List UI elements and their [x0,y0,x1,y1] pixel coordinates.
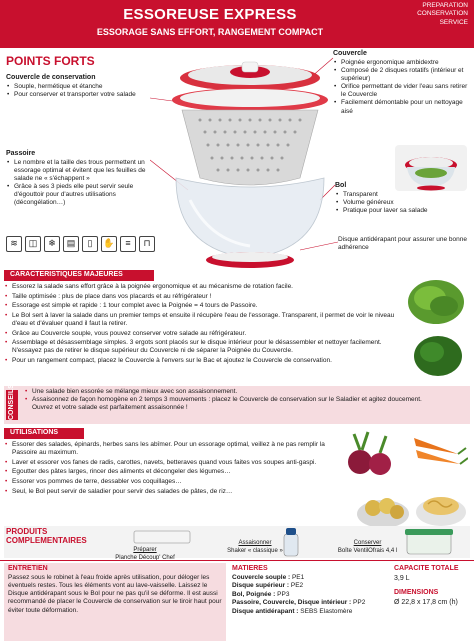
list-item: • Grâce au Couvercle souple, vous pouvez conserver votre salade au réfrigérateur. [4,330,400,338]
page-title: ESSOREUSE EXPRESS [123,6,297,23]
freezer-icon: ❄ [44,236,60,252]
divider [0,560,474,561]
spinner-thumbnail [395,145,467,191]
section-band: UTILISATIONS [4,428,84,439]
category-tag: CONSERVATION [417,10,468,18]
lid-icon: ⊓ [139,236,155,252]
couvercle-conservation-block [6,74,156,99]
list-item: • Egoutter des pâtes larges, rincer des aliments et décongeler des légumes… [4,468,334,476]
produits-title: PRODUITS COMPLEMENTAIRES [6,527,87,545]
caracteristiques-section [4,270,470,367]
entretien-title: ENTRETIEN [8,565,48,572]
cutting-board-image [132,528,192,546]
conseils-label: CONSEILS [6,390,18,420]
list-item: • Assaisonnez de façon homogène en 2 temps 3 mouvements : placez le Couvercle de conservation sur le Saladier et agitez doucement. Ouvrez et votre salade est parfaitement assaisonnée ! [24,396,424,412]
points-forts-title: POINTS FORTS [6,54,95,68]
product-caption [210,540,300,555]
list-item: • Essorer des salades, épinards, herbes sans les abîmer. Pour un essorage optimal, veillez à ne pas remplir la Passoire au maximum. [4,441,334,457]
passoire-block [6,150,146,208]
utilisations-list [4,441,334,496]
matiere-row [232,599,392,607]
matiere-value: SEBS Elastomère [300,607,353,615]
category-tags [396,2,468,27]
list-item: • Le Bol sert à laver la salade dans un premier temps et ensuite il récupère l'eau de l'essorage. Transparent, il permet de voir le niveau d'eau et d'évaluer quand il faut la retirer. [4,312,400,328]
block-title: Bol [335,182,347,189]
list-item: • Le nombre et la taille des trous permettent un essorage optimal et évitent que les feuilles de salade ne « s'échappent » [6,159,146,183]
stack-icon: ≡ [120,236,136,252]
pasta-bowl-image [414,482,468,528]
matieres-list [232,574,392,616]
product-link[interactable]: Assaisonner [238,540,272,546]
block-title: Passoire [6,150,36,157]
fridge-icon: ▯ [82,236,98,252]
potatoes-bowl-image [355,484,411,530]
list-item: • Transparent [335,191,465,199]
category-tag: PREPARATION [422,2,468,9]
list-item: • Poignée ergonomique ambidextre [333,59,469,67]
matiere-value: PE2 [290,582,304,590]
list-item: • Grâce à ses 3 pieds elle peut servir seule d'égouttoir pour d'autres utilisations (décongélation…) [6,183,146,207]
matiere-value: PE1 [291,574,305,581]
matiere-row [232,608,392,616]
block-title: Couvercle de conservation [6,74,96,81]
list-item: • Essorez la salade sans effort grâce à la poignée ergonomique et au mécanisme de rotation facile. [4,283,400,291]
feature-list [6,159,146,208]
list-item: • Facilement démontable pour un nettoyage aisé [333,99,469,115]
salad-spinner-illustration [150,50,360,290]
matiere-label: Bol, Poignée : [232,590,276,598]
beets-image [340,430,404,480]
matiere-row [232,574,392,582]
product-caption [320,540,415,555]
product-link[interactable]: Conserver [353,540,382,546]
caracteristiques-list [4,283,400,365]
matiere-label: Passoire, Couvercle, Disque intérieur : [232,599,352,607]
list-item: • Seul, le Bol peut servir de saladier pour servir des salades de pâtes, de riz… [4,488,334,496]
list-item: • Essorer vos pommes de terre, dessabler vos coquillages… [4,478,334,486]
matiere-label: Disque supérieur : [232,582,290,590]
list-item: • Composé de 2 disques rotatifs (intérieur et supérieur) [333,67,469,83]
matiere-value: PP3 [277,590,290,598]
conseils-list [24,388,424,412]
list-item: • Souple, hermétique et étanche [6,83,156,91]
feature-list [6,83,156,99]
product-name: Planche Découp' Chef [115,554,175,561]
capacite-value: 3,9 L [394,575,410,582]
matiere-value: PP2 [353,599,366,607]
matiere-row [232,591,392,599]
list-item: • Taille optimisée : plus de place dans vos placards et au réfrigérateur ! [4,293,400,301]
block-title: Couvercle [333,50,367,57]
page-subtitle: ESSORAGE SANS EFFORT, RANGEMENT COMPACT [96,27,324,37]
list-item: • Laver et essorer vos fanes de radis, carottes, navets, betteraves quand vous faites vos soupes anti-gaspi. [4,459,334,467]
section-band: CARACTERISTIQUES MAJEURES [4,270,154,281]
list-item: • Pratique pour laver sa salade [335,207,465,215]
product-name: Shaker « classique » [227,547,283,554]
matiere-label: Couvercle souple : [232,574,291,581]
care-icons-row [6,236,166,256]
hand-wash-icon: ✋ [101,236,117,252]
microwave-icon: ◫ [25,236,41,252]
list-item: • Volume généreux [335,199,465,207]
dimensions-value: Ø 22,8 x 17,8 cm (h) [394,599,458,606]
oven-icon: ▤ [63,236,79,252]
list-item: • Orifice permettant de vider l'eau sans retirer le Couvercle [333,83,469,99]
matiere-row [232,582,392,590]
dimensions-title: DIMENSIONS [394,589,439,596]
category-tag: SERVICE [439,18,468,26]
list-item: • Essorage est simple et rapide : 1 tour complet avec la Poignée = 4 tours de Passoire. [4,302,400,310]
lettuce-image [404,272,468,328]
carrots-image [408,428,468,472]
product-link[interactable]: Préparer [133,547,157,553]
disque-note: Disque antidérapant pour assurer une bonne adhérence [338,236,468,252]
list-item: • Pour conserver et transporter votre salade [6,91,156,99]
capacite-title: CAPACITE TOTALE [394,565,459,572]
matiere-label: Disque antidérapant : [232,607,299,615]
list-item: • Pour un rangement compact, placez le Couvercle à l'envers sur le Bac et ajoutez le Couvercle de conservation. [4,357,400,365]
spinach-image [410,332,466,380]
entretien-text: Passez sous le robinet à l'eau froide après utilisation, pour déloger les éventuels restes. Tous les éléments vont au lave-vaisselle. Laissez le Disque antidérapant sous le Bol pour ne pas qu'il se déforme. Il est aussi recommandé de placer le Couvercle de conservation sur le tiroir haut pour éviter toute déformation. [8,574,222,614]
matieres-title: MATIERES [232,565,268,572]
product-name: Boîte VentilOfrais 4,4 l [337,547,398,554]
dishwasher-icon: ≋ [6,236,22,252]
list-item: • Assemblage et désassemblage simples. 3 ergots sont placés sur le disque intérieur pour le désassembler et nettoyer facilement. N'essayez pas de retirer le disque supérieur du Couvercle ni de séparer la Poignée du Couvercle. [4,339,400,355]
list-item: • Une salade bien essorée se mélange mieux avec son assaisonnement. [24,388,424,396]
